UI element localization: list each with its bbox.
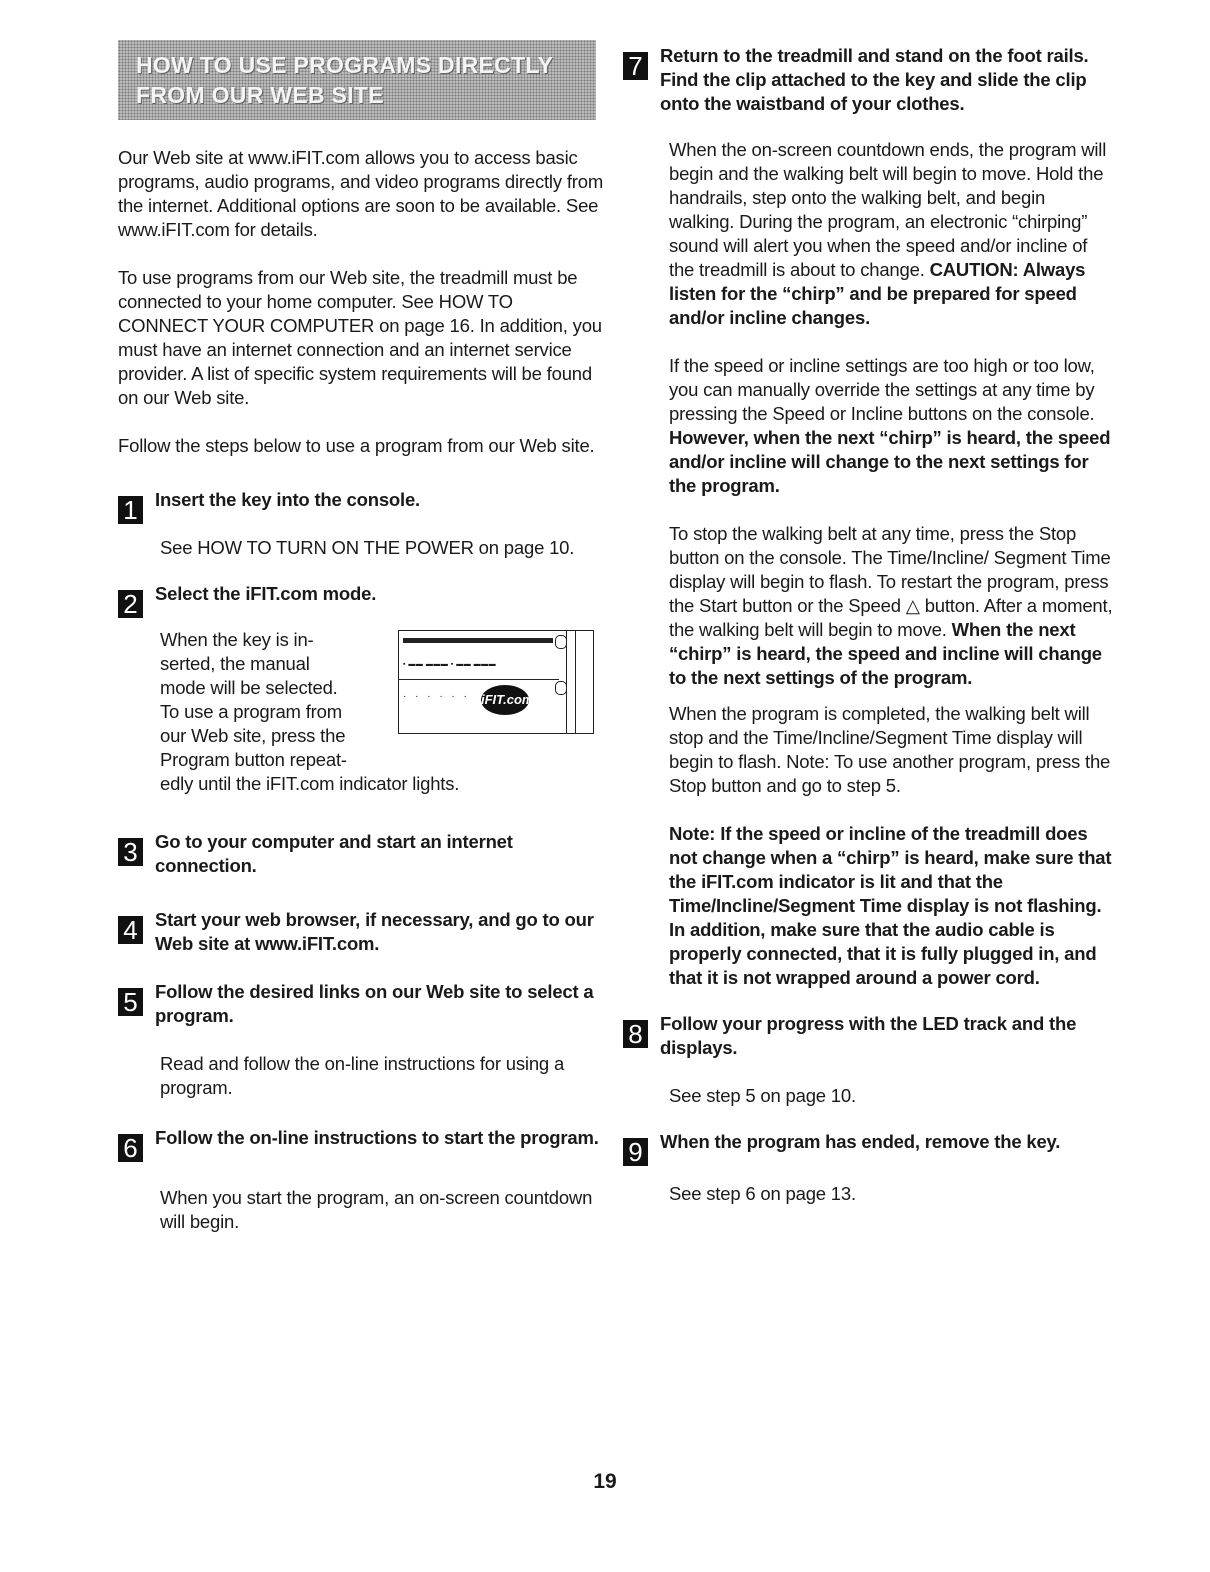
step-9 — [625, 1130, 1115, 1166]
step-1-title: Insert the key into the console. — [155, 489, 420, 510]
step-2-line: When the key is in- — [160, 629, 314, 650]
step-2-line: our Web site, press the — [160, 725, 346, 746]
step-7-text: To stop the walking belt at any time, press the Stop button on the console. The Time/Incline/ Segment Time display will begin to flash. To restart the program, press the Start button or the Speed △ button. After a moment, the walking belt will begin to move. — [669, 523, 1113, 640]
step-number-2: 2 — [118, 590, 143, 618]
section-banner — [118, 40, 596, 120]
step-8 — [625, 1012, 1115, 1060]
step-number-1: 1 — [118, 496, 143, 524]
step-9-title: When the program has ended, remove the key. — [660, 1131, 1061, 1152]
step-7 — [625, 44, 1115, 116]
step-7-text: When the on-screen countdown ends, the program will begin and the walking belt will begin to move. Hold the handrails, step onto the walking belt, and begin walking. During the program, an electronic “chirping” sound will alert you when the speed and/or incline of the treadmill is about to change. — [669, 139, 1107, 280]
step-6 — [118, 1126, 604, 1162]
step-5 — [118, 980, 604, 1028]
step-2 — [118, 582, 604, 618]
console-label-row: ▪ ▬▬ ▬▬▬ ▪ ▬▬ ▬▬▬ — [403, 661, 497, 668]
step-number-3: 3 — [118, 838, 143, 866]
step-6-title: Follow the on-line instructions to start the program. — [155, 1127, 599, 1148]
step-8-title: Follow your progress with the LED track and the displays. — [660, 1013, 1077, 1058]
intro-paragraph-3: Follow the steps below to use a program from our Web site. — [118, 435, 595, 456]
left-column — [118, 40, 604, 1234]
intro-paragraph-2: To use programs from our Web site, the treadmill must be connected to your home computer. See HOW TO CONNECT YOUR COMPUTER on page 16. In addition, you must have an internet connection and an internet service provider. A list of specific system requirements will be found on our Web site. — [118, 267, 602, 408]
step-2-line: edly until the iFIT.com indicator lights. — [160, 773, 460, 794]
step-4-title: Start your web browser, if necessary, and go to our Web site at www.iFIT.com. — [155, 909, 594, 954]
emphasis-text: However, when the next “chirp” is heard, the speed and/or incline will change to the next settings for the program. — [669, 427, 1111, 496]
led-track-bar — [403, 638, 553, 643]
handrail — [566, 631, 589, 733]
step-9-body: See step 6 on page 13. — [669, 1183, 856, 1204]
step-number-6: 6 — [118, 1134, 143, 1162]
intro-paragraph-1: Our Web site at www.iFIT.com allows you to access basic programs, audio programs, and video programs directly from the internet. Additional options are soon to be available. See www.iFIT.com for details. — [118, 147, 604, 240]
page-number: 19 — [593, 1470, 617, 1493]
step-7-text: If the speed or incline settings are too high or too low, you can manually override the settings at any time by pressing the Speed or Incline buttons on the console. — [669, 355, 1095, 424]
step-5-title: Follow the desired links on our Web site to select a program. — [155, 981, 594, 1026]
knob-icon — [555, 681, 567, 695]
section-title: HOW TO USE PROGRAMS DIRECTLY FROM OUR WEB SITE — [136, 52, 553, 108]
step-7-note: Note: If the speed or incline of the treadmill does not change when a “chirp” is heard, make sure that the iFIT.com indicator is lit and that the Time/Incline/Segment Time display is not flashing. In addition, make sure that the audio cable is properly connected, that it is fully plugged in, and that it is not wrapped around a power cord. — [669, 823, 1112, 988]
caution-text: CAUTION: Always listen for the “chirp” and be prepared for speed and/or incline changes. — [669, 259, 1086, 328]
console-illustration — [398, 630, 594, 734]
ifit-logo: iFIT.com — [481, 685, 529, 715]
right-column — [625, 40, 1115, 1206]
console-divider — [399, 679, 559, 680]
step-4 — [118, 908, 604, 956]
step-3 — [118, 830, 604, 878]
step-8-body: See step 5 on page 10. — [669, 1085, 856, 1106]
step-1 — [118, 488, 604, 524]
emphasis-text: When the next “chirp” is heard, the speed and incline will change to the next settings of the program. — [669, 619, 1102, 688]
step-number-7: 7 — [623, 52, 648, 80]
step-2-line: Program button repeat- — [160, 749, 347, 770]
step-7-body — [625, 138, 1115, 990]
step-7-paragraph-4: When the program is completed, the walking belt will stop and the Time/Incline/Segment Time display will begin to flash. Note: To use another program, press the Stop button and go to step 5. — [669, 703, 1111, 796]
step-2-line: To use a program from — [160, 701, 342, 722]
step-5-body: Read and follow the on-line instructions for using a program. — [160, 1053, 565, 1098]
indicator-dots: · · · · · · — [403, 691, 470, 702]
step-2-line: serted, the manual — [160, 653, 310, 674]
step-7-paragraph-1 — [669, 138, 1115, 330]
step-3-title: Go to your computer and start an internet connection. — [155, 831, 513, 876]
step-6-body: When you start the program, an on-screen countdown will begin. — [160, 1187, 593, 1232]
knob-icon — [555, 635, 567, 649]
step-number-5: 5 — [118, 988, 143, 1016]
step-number-8: 8 — [623, 1020, 648, 1048]
step-2-line: mode will be selected. — [160, 677, 338, 698]
step-7-title: Return to the treadmill and stand on the foot rails. Find the clip attached to the key and slide the clip onto the waistband of your clothes. — [660, 45, 1089, 114]
step-2-title: Select the iFIT.com mode. — [155, 583, 377, 604]
step-7-paragraph-3 — [669, 522, 1115, 690]
handrail-inner — [575, 631, 577, 733]
step-1-body: See HOW TO TURN ON THE POWER on page 10. — [160, 537, 575, 558]
step-7-paragraph-2 — [669, 354, 1115, 498]
step-2-body — [118, 628, 604, 796]
step-number-4: 4 — [118, 916, 143, 944]
step-number-9: 9 — [623, 1138, 648, 1166]
